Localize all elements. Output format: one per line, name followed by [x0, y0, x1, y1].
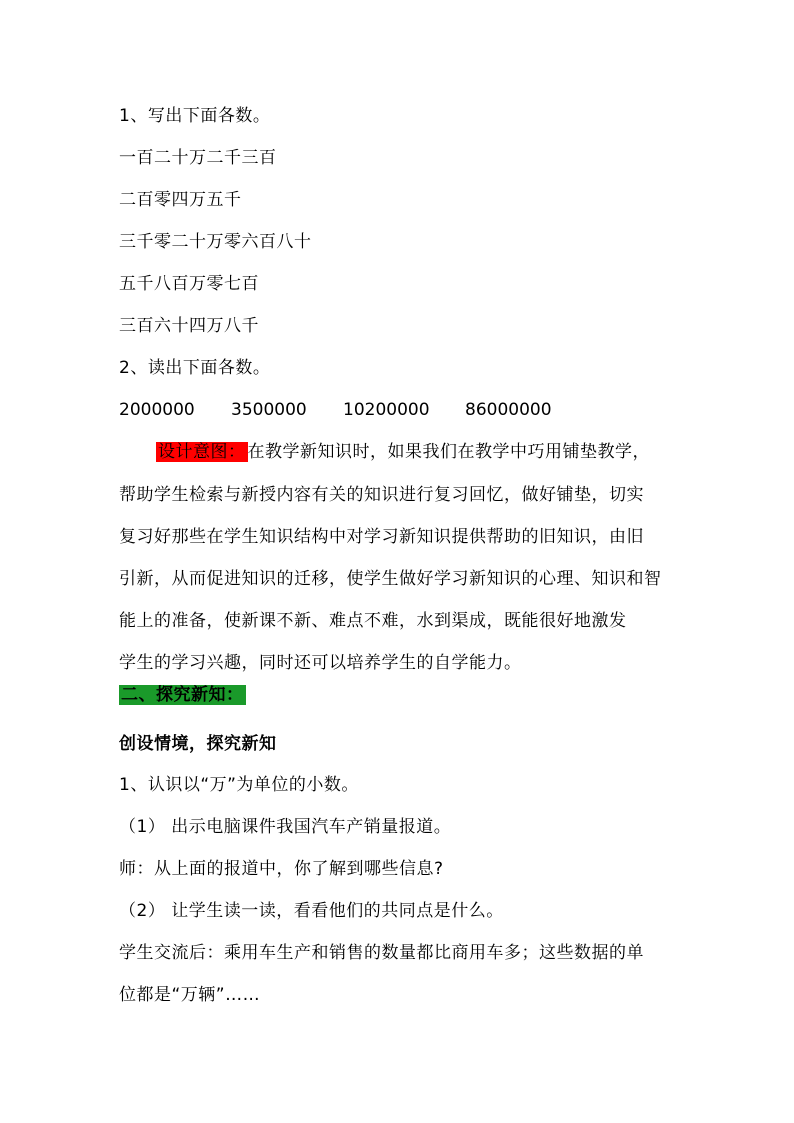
explore-line-5: 学生交流后：乘用车生产和销售的数量都比商用车多；这些数据的单 — [119, 943, 644, 963]
read-number-2: 3500000 — [231, 400, 307, 420]
write-item-5: 三百六十四万八千 — [119, 316, 259, 336]
write-item-2: 二百零四万五千 — [119, 190, 242, 210]
explore-heading-text: 二、探究新知： — [121, 685, 244, 705]
design-intent-text-1: 在教学新知识时，如果我们在教学中巧用铺垫教学， — [247, 442, 650, 462]
explore-line-4: （2） 让学生读一读，看看他们的共同点是什么。 — [119, 901, 504, 921]
design-intent-text-3: 复习好那些在学生知识结构中对学习新知识提供帮助的旧知识，由旧 — [119, 527, 644, 547]
explore-line-3: 师：从上面的报道中，你了解到哪些信息? — [119, 859, 444, 879]
write-item-1: 一百二十万二千三百 — [119, 148, 277, 168]
design-intent-label: 设计意图： — [158, 442, 246, 462]
design-intent-text-5: 能上的准备，使新课不新、难点不难，水到渠成，既能很好地激发 — [119, 611, 627, 631]
write-item-3: 三千零二十万零六百八十 — [119, 232, 312, 252]
design-intent-text-4: 引新，从而促进知识的迁移，使学生做好学习新知识的心理、知识和智 — [119, 569, 662, 589]
section2-title: 2、读出下面各数。 — [119, 358, 271, 378]
read-number-3: 10200000 — [343, 400, 430, 420]
design-intent-text-6: 学生的学习兴趣，同时还可以培养学生的自学能力。 — [119, 653, 522, 673]
design-intent-first-line — [156, 440, 650, 464]
explore-line-1: 1、认识以“万”为单位的小数。 — [119, 775, 359, 795]
design-intent-text-2: 帮助学生检索与新授内容有关的知识进行复习回忆，做好铺垫，切实 — [119, 485, 644, 505]
read-numbers-row — [119, 398, 552, 422]
write-item-4: 五千八百万零七百 — [119, 274, 259, 294]
section1-title: 1、写出下面各数。 — [119, 106, 271, 126]
explore-line-2: （1） 出示电脑课件我国汽车产销量报道。 — [119, 817, 452, 837]
explore-line-6: 位都是“万辆”…… — [119, 985, 261, 1005]
explore-heading — [119, 683, 246, 707]
read-number-4: 86000000 — [465, 400, 552, 420]
explore-subheading: 创设情境，探究新知 — [119, 734, 277, 754]
read-number-1: 2000000 — [119, 400, 195, 420]
